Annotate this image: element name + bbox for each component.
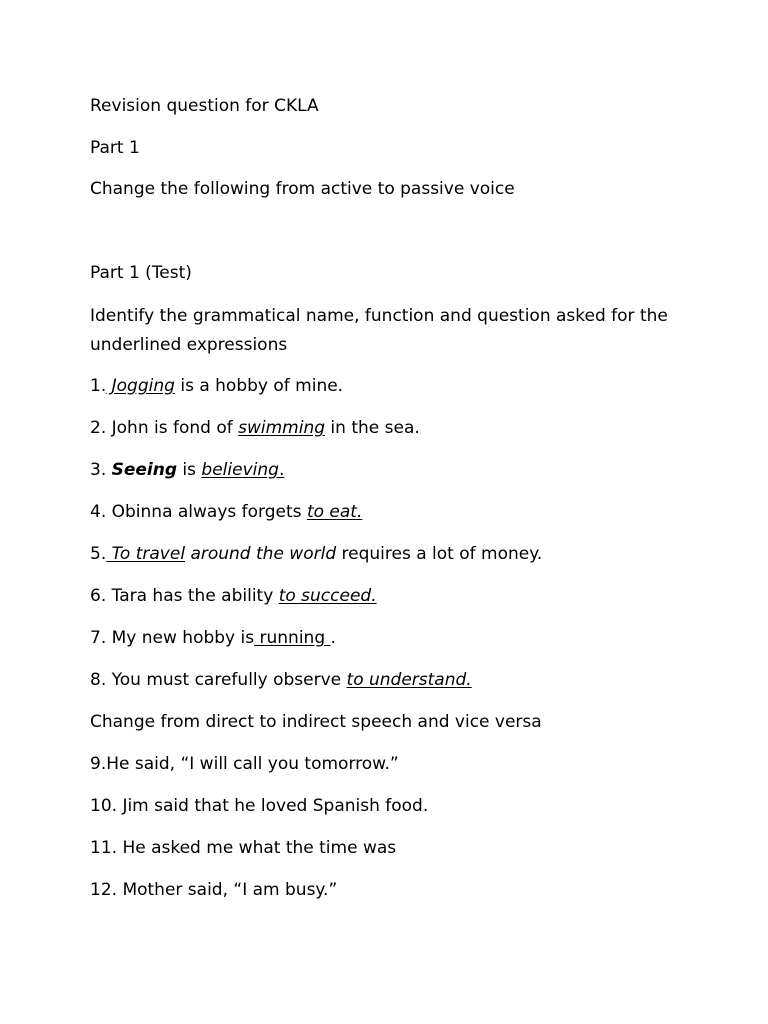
q8-before: 8. You must carefully observe <box>90 670 347 690</box>
q1-rest: is a hobby of mine. <box>174 376 344 396</box>
question-10: 10. Jim said that he loved Spanish food. <box>90 796 429 816</box>
q3-after: . <box>278 460 285 480</box>
q4-underlined: to eat. <box>306 502 363 522</box>
question-3 <box>90 456 678 485</box>
q5-italic: around the world <box>185 544 337 564</box>
q3-underlined: believing <box>201 460 279 480</box>
q2-before: 2. John is fond of <box>90 418 239 438</box>
q2-underlined: swimming <box>238 418 326 438</box>
question-6 <box>90 582 678 611</box>
question-2 <box>90 414 678 443</box>
question-7 <box>90 624 678 653</box>
q1-underlined: Jogging <box>106 376 175 396</box>
q1-number: 1. <box>90 376 107 396</box>
question-11: 11. He asked me what the time was <box>90 838 397 858</box>
q7-after: . <box>330 628 336 648</box>
q6-underlined: to succeed. <box>278 586 377 606</box>
q8-underlined: to understand. <box>346 670 472 690</box>
q5-number: 5. <box>90 544 107 564</box>
question-12: 12. Mother said, “I am busy.” <box>90 880 338 900</box>
part1-heading: Part 1 <box>90 138 140 158</box>
document-title: Revision question for CKLA <box>90 96 319 116</box>
part1-instruction: Change the following from active to passive voice <box>90 179 515 199</box>
question-9: 9.He said, “I will call you tomorrow.” <box>90 754 399 774</box>
test-instruction: Identify the grammatical name, function and question asked for the underlined expressions <box>90 306 668 355</box>
q4-before: 4. Obinna always forgets <box>90 502 307 522</box>
q5-after: requires a lot of money. <box>336 544 543 564</box>
speech-instruction: Change from direct to indirect speech and vice versa <box>90 712 542 732</box>
q6-before: 6. Tara has the ability <box>90 586 279 606</box>
part1-test-heading: Part 1 (Test) <box>90 263 192 283</box>
q5-underlined: To travel <box>106 544 186 564</box>
q3-mid: is <box>177 460 202 480</box>
question-5 <box>90 540 678 569</box>
q3-number: 3. <box>90 460 112 480</box>
q2-after: in the sea. <box>325 418 420 438</box>
question-8 <box>90 666 678 695</box>
q7-underlined: running <box>254 628 331 648</box>
question-1 <box>90 372 678 401</box>
q3-bold: Seeing <box>111 460 178 480</box>
question-4 <box>90 498 678 527</box>
q7-before: 7. My new hobby is <box>90 628 255 648</box>
